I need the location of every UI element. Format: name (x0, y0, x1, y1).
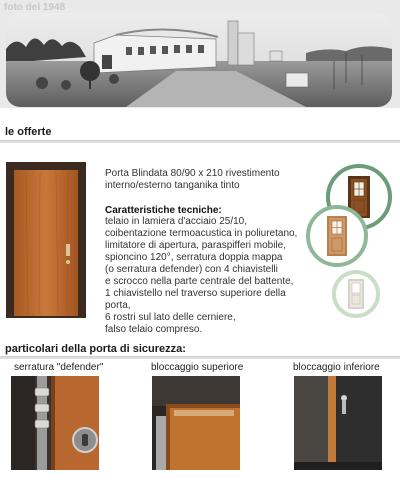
detail-label-bottom-lock: bloccaggio inferiore (293, 362, 380, 373)
details-divider (0, 356, 400, 359)
top-lock-image (152, 376, 240, 470)
spec-line: falso telaio compreso. (105, 324, 203, 335)
detail-label-top-lock: bloccaggio superiore (151, 362, 244, 373)
spec-line: 1 chiavistello nel traverso superiore della porta, (105, 288, 286, 311)
offers-divider (0, 140, 400, 143)
banner-caption: foto del 1948 (4, 2, 66, 13)
defender-lock-image (11, 376, 99, 470)
spec-line: 6 rostri sul lato delle cerniere, (105, 312, 236, 323)
specs-list (105, 216, 305, 336)
product-title: Porta Blindata 80/90 x 210 rivestimento interno/esterno tanganika tinto (105, 168, 280, 191)
historic-banner (0, 0, 400, 108)
main-door-image (6, 162, 86, 318)
detail-label-lock: serratura "defender" (14, 362, 104, 373)
offers-section-title: le offerte (5, 126, 52, 138)
spec-line: coibentazione termoacustica in poliuretano, (105, 228, 298, 239)
door-variant-thumbnail[interactable] (306, 205, 368, 267)
spec-line: spioncino 120°, serratura doppia mappa (105, 252, 283, 263)
spec-line: (o serratura defender) con 4 chiavistelli (105, 264, 278, 275)
spec-line: telaio in lamiera d'acciaio 25/10, (105, 216, 247, 227)
spec-line: e scrocco nella parte centrale del battente, (105, 276, 294, 287)
door-variant-thumbnail[interactable] (332, 270, 380, 318)
factory-photo (6, 13, 392, 107)
bottom-lock-image (294, 376, 382, 470)
details-section-title: particolari della porta di sicurezza: (5, 343, 186, 355)
spec-line: limitatore di apertura, paraspifferi mobile, (105, 240, 287, 251)
specs-heading: Caratteristiche tecniche: (105, 205, 222, 216)
